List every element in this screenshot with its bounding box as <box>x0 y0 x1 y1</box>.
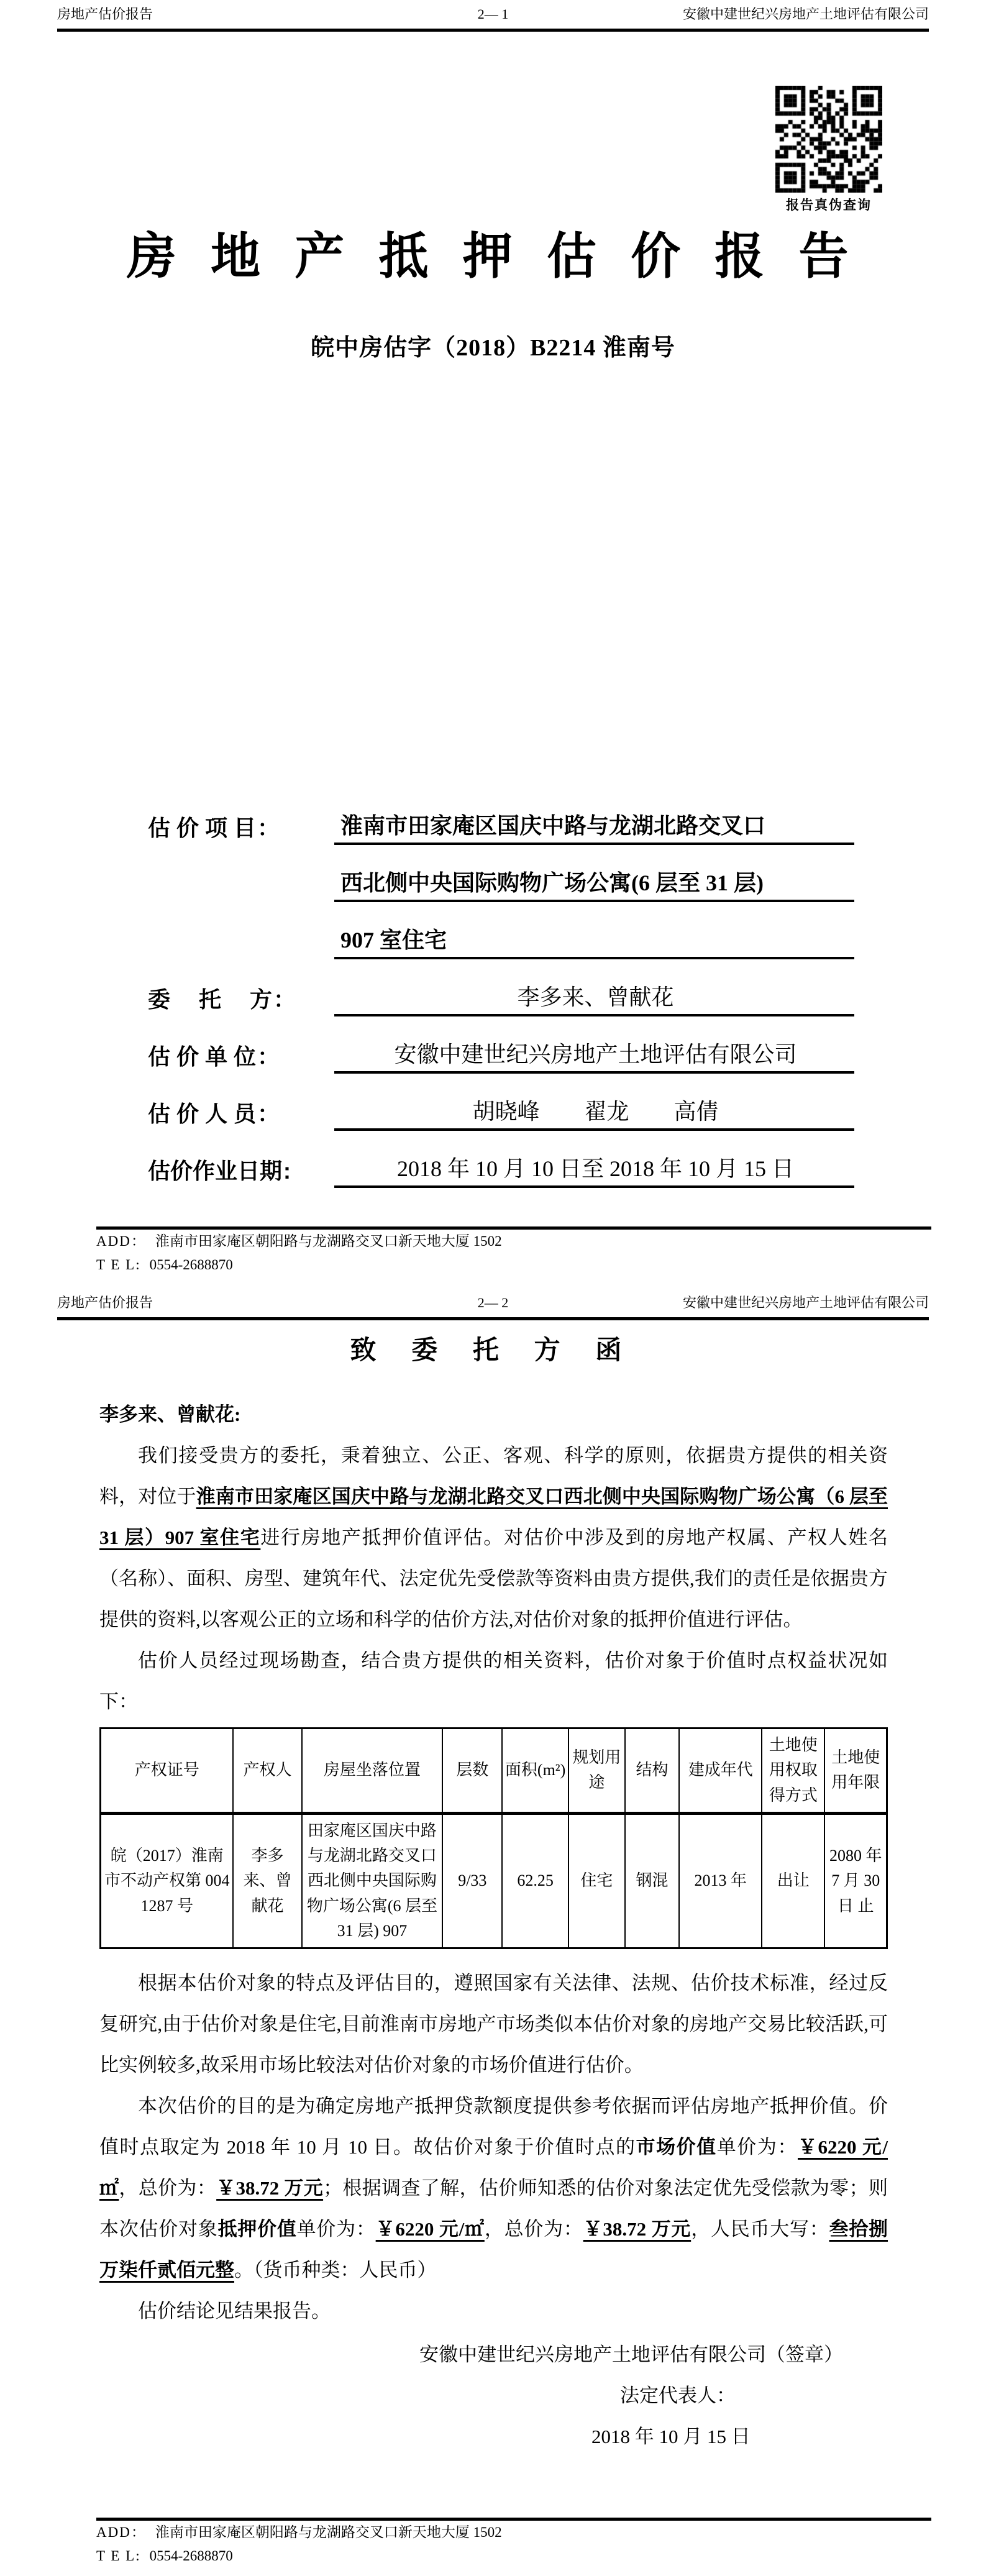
paragraph-method <box>99 1963 888 2086</box>
field-row-project <box>148 788 854 845</box>
field-colon: : <box>283 1158 291 1184</box>
field-label-text: 估 价 单 位 <box>148 1043 257 1069</box>
text-segment: ，总价为： <box>484 2218 583 2240</box>
text-segment: 估价人员经过现场勘查，结合贵方提供的相关资料，估价对象于价值时点权益状况如下： <box>99 1650 888 1712</box>
table-body <box>101 1813 887 1948</box>
table-cell: 2013 年 <box>679 1813 762 1948</box>
salutation: 李多来、曾献花: <box>99 1404 241 1425</box>
table-cell: 出让 <box>762 1813 824 1948</box>
qr-caption: 报告真伪查询 <box>786 198 872 212</box>
field-value: 李多来、曾献花 <box>334 984 854 1016</box>
page-header <box>57 1296 929 1310</box>
table-header-cell: 土地使用年限 <box>824 1729 887 1814</box>
field-colon: ： <box>257 1043 280 1069</box>
table-header-row <box>101 1729 887 1814</box>
emphasis-text: ￥6220 元/㎡ <box>99 2136 888 2199</box>
table-header-row <box>101 1729 887 1814</box>
field-value: 2018 年 10 月 10 日至 2018 年 10 月 15 日 <box>334 1155 854 1188</box>
field-label <box>148 815 334 845</box>
text-segment: 单价为： <box>716 2136 798 2158</box>
page-footer <box>0 2518 986 2568</box>
page-1 <box>0 0 986 1277</box>
field-value: 安徽中建世纪兴房地产土地评估有限公司 <box>334 1041 854 1074</box>
emphasis-text: ￥38.72 万元 <box>583 2218 692 2240</box>
letter-title: 致 委 托 方 函 <box>350 1336 636 1365</box>
table-header-cell: 建成年代 <box>679 1729 762 1814</box>
text-segment: 估价结论见结果报告。 <box>138 2300 331 2323</box>
field-label <box>148 986 334 1016</box>
table-header-cell: 规划用途 <box>568 1729 625 1814</box>
table-cell: 住宅 <box>568 1813 625 1948</box>
text-segment: 根据本估价对象的特点及评估目的，遵照国家有关法律、法规、估价技术标准，经过反复研究,由于估价对象是住宅,目前淮南市房地产市场类似本估价对象的房地产交易比较活跃,可比实例较多,故采用市场比较法对估价对象的市场价值进行估价。 <box>99 1972 888 2076</box>
emphasis-text: 淮南市田家庵区国庆中路与龙湖北路交叉口西北侧中央国际购物广场公寓（6 层至 31 层）907 室住宅 <box>99 1486 888 1548</box>
table-cell: 62.25 <box>502 1813 568 1948</box>
qr-code <box>775 86 882 193</box>
table-cell: 钢混 <box>625 1813 679 1948</box>
table-row <box>101 1813 887 1948</box>
table-header-cell: 产权证号 <box>101 1729 234 1814</box>
address-value: 淮南市田家庵区朝阳路与龙湖路交叉口新天地大厦 1502 <box>155 2524 502 2540</box>
text-segment: ；根据调查了解，估价师知悉的估价对象法定优先受偿款为零；则本次估价对象 <box>99 2177 888 2240</box>
signature-block <box>99 2334 888 2457</box>
address-label: ADD： <box>96 1233 147 1249</box>
legal-representative: 法定代表人： <box>620 2385 736 2407</box>
paragraph-valuation-result <box>99 2086 888 2291</box>
header-rule <box>57 1317 929 1320</box>
field-row-agency <box>148 1016 854 1074</box>
ownership-table <box>99 1727 888 1949</box>
field-label-text: 估 价 人 员 <box>148 1100 257 1126</box>
page-header <box>57 7 929 21</box>
table-header-cell: 层数 <box>442 1729 502 1814</box>
text-segment: 单价为： <box>296 2218 376 2240</box>
header-company-name: 安徽中建世纪兴房地产土地评估有限公司 <box>682 1295 929 1310</box>
field-row-client <box>148 959 854 1016</box>
text-segment: 我们接受贵方的委托，秉着独立、公正、客观、科学的原则，依据贵方提供的相关资料，对位于 <box>99 1445 888 1507</box>
report-title: 房 地 产 抵 押 估 价 报 告 <box>126 230 860 285</box>
field-row-project-cont <box>148 845 854 902</box>
table-header-cell: 土地使用权取得方式 <box>762 1729 824 1814</box>
page-number: 2— 1 <box>477 6 509 22</box>
paragraph-engagement <box>99 1435 888 1640</box>
phone-label: T E L: <box>96 1257 141 1272</box>
address-value: 淮南市田家庵区朝阳路与龙湖路交叉口新天地大厦 1502 <box>155 1233 502 1249</box>
field-value: 胡晓峰 翟龙 高倩 <box>334 1098 854 1131</box>
table-cell: 皖（2017）淮南市不动产权第 0041287 号 <box>101 1813 234 1948</box>
letter-body <box>99 1394 888 2457</box>
qr-block <box>775 86 882 214</box>
footer-address <box>96 1230 986 1253</box>
field-value: 淮南市田家庵区国庆中路与龙湖北路交叉口 <box>334 812 854 845</box>
field-colon: ： <box>257 815 280 841</box>
field-value: 907 室住宅 <box>334 926 854 959</box>
page-footer <box>0 1226 986 1277</box>
footer-address <box>96 2521 986 2544</box>
emphasis-text: 抵押价值 <box>217 2218 297 2240</box>
field-label <box>148 1043 334 1074</box>
paragraph-conclusion <box>99 2291 888 2332</box>
table-cell: 9/33 <box>442 1813 502 1948</box>
field-colon: ： <box>257 1100 280 1126</box>
text-segment: ，总价为： <box>119 2177 217 2199</box>
phone-value: 0554-2688870 <box>149 2548 233 2564</box>
field-label-text: 估 价 项 目 <box>148 815 257 841</box>
page-number: 2— 2 <box>477 1295 509 1310</box>
field-label-text: 估价作业日期 <box>148 1158 283 1184</box>
page-2 <box>0 1277 986 2576</box>
field-row-project-cont <box>148 902 854 959</box>
table-header-cell: 面积(m²) <box>502 1729 568 1814</box>
phone-value: 0554-2688870 <box>149 1257 233 1272</box>
table-cell: 2080 年 7 月 30 日 止 <box>824 1813 887 1948</box>
field-label <box>148 1100 334 1131</box>
header-report-title: 房地产估价报告 <box>57 1295 153 1310</box>
field-label-text: 委 托 方 <box>148 986 273 1012</box>
footer-phone <box>96 1253 986 1277</box>
table-header-cell: 产权人 <box>233 1729 301 1814</box>
emphasis-text: ￥38.72 万元 <box>216 2177 324 2199</box>
footer-phone <box>96 2544 986 2568</box>
emphasis-text: 市场价值 <box>636 2136 717 2158</box>
signature-company: 安徽中建世纪兴房地产土地评估有限公司（签章） <box>419 2344 843 2366</box>
appraisal-fields <box>148 788 854 1188</box>
table-cell: 田家庵区国庆中路与龙湖北路交叉口西北侧中央国际购物广场公寓(6 层至 31 层) 907 <box>302 1813 443 1948</box>
text-segment: 。（货币种类：人民币） <box>234 2259 437 2281</box>
phone-label: T E L: <box>96 2548 141 2564</box>
table-cell: 李多来、曾献花 <box>233 1813 301 1948</box>
field-row-work-dates <box>148 1131 854 1188</box>
report-number: 皖中房估字（2018）B2214 淮南号 <box>311 335 675 361</box>
header-report-title: 房地产估价报告 <box>57 6 153 22</box>
text-segment: ，人民币大写： <box>691 2218 829 2240</box>
text-segment: 进行房地产抵押价值评估。对估价中涉及到的房地产权属、产权人姓名（名称）、面积、房型、建筑年代、法定优先受偿款等资料由贵方提供,我们的责任是依据贵方提供的资料,以客观公正的立场和科学的估价方法,对估价对象的抵押价值进行评估。 <box>99 1527 888 1630</box>
header-rule <box>57 29 929 32</box>
table-header-cell: 结构 <box>625 1729 679 1814</box>
emphasis-text: 叁拾捌万柒仟贰佰元整 <box>99 2218 888 2281</box>
field-label <box>148 1158 334 1188</box>
address-label: ADD： <box>96 2524 147 2540</box>
table-header-cell: 房屋坐落位置 <box>302 1729 443 1814</box>
text-segment: 本次估价的目的是为确定房地产抵押贷款额度提供参考依据而评估房地产抵押价值。价值时点取定为 2018 年 10 月 10 日。故估价对象于价值时点的 <box>99 2095 888 2158</box>
paragraph-inspection <box>99 1640 888 1722</box>
emphasis-text: ￥6220 元/㎡ <box>375 2218 485 2240</box>
signature-date: 2018 年 10 月 15 日 <box>591 2426 751 2448</box>
field-value: 西北侧中央国际购物广场公寓(6 层至 31 层) <box>334 869 854 902</box>
field-colon: ： <box>273 986 296 1012</box>
field-row-appraisers <box>148 1074 854 1131</box>
header-company-name: 安徽中建世纪兴房地产土地评估有限公司 <box>682 6 929 22</box>
